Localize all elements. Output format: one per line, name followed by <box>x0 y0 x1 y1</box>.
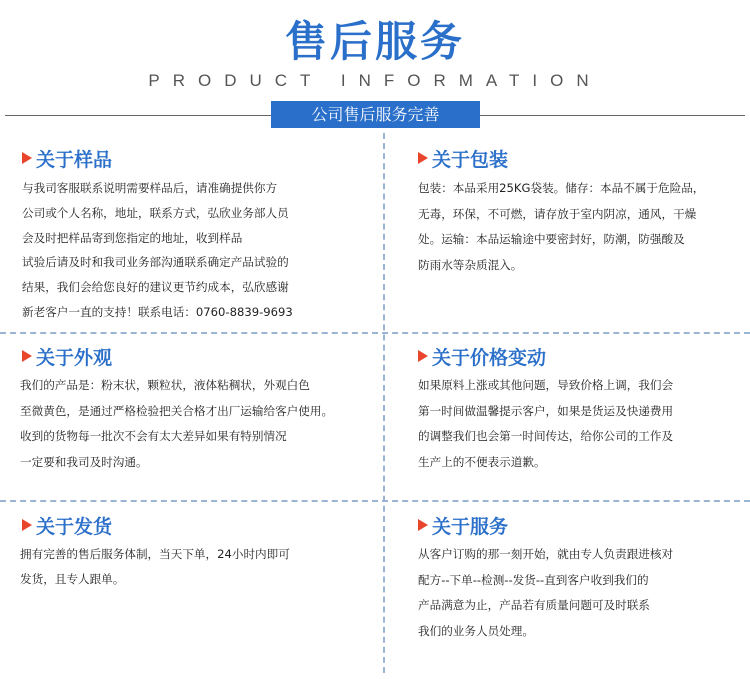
section-price-change <box>418 346 673 475</box>
section-text-line: 包装：本品采用25KG袋装。储存：本品不属于危险品， <box>418 181 705 195</box>
triangle-bullet-icon <box>418 350 428 362</box>
page-title: 售后服务 <box>284 17 465 66</box>
section-heading: 关于外观 <box>22 346 333 370</box>
section-shipping <box>22 515 290 592</box>
section-text-line: 会及时把样品寄到您指定的地址，收到样品 <box>22 230 243 245</box>
section-text-line: 一定要和我司及时沟通。 <box>20 454 148 469</box>
section-text-line: 发货，且专人跟单。 <box>20 572 125 586</box>
section-text-line: 收到的货物每一批次不会有太大差异如果有特别情况 <box>20 429 287 443</box>
column-divider <box>383 133 385 673</box>
triangle-bullet-icon <box>418 519 428 531</box>
section-text-line: 公司或个人名称，地址，联系方式，弘欣业务部人员 <box>22 205 289 220</box>
section-text-line: 从客户订购的那一刻开始，就由专人负责跟进核对 <box>418 547 674 561</box>
section-text-line: 我们的产品是：粉末状，颗粒状，液体粘稠状，外观白色 <box>20 378 310 392</box>
section-heading: 关于发货 <box>22 515 290 539</box>
section-text-line: 产品满意为止，产品若有质量问题可及时联系 <box>418 598 650 612</box>
page-subtitle: PRODUCT INFORMATION <box>148 71 602 90</box>
section-heading: 关于样品 <box>22 148 293 172</box>
section-service <box>418 515 673 644</box>
section-text-line: 试验后请及时和我司业务部沟通联系确定产品试验的 <box>22 255 289 270</box>
section-text-line: 我们的业务人员处理。 <box>418 623 534 638</box>
row-divider-1 <box>0 332 750 334</box>
triangle-bullet-icon <box>418 152 428 164</box>
section-packaging <box>418 148 704 278</box>
section-text-line: 处。运输：本品运输途中要密封好，防潮，防强酸及 <box>418 232 685 246</box>
section-text-line: 与我司客服联系说明需要样品后，请准确提供你方 <box>22 181 278 195</box>
section-text-line: 防雨水等杂质混入。 <box>418 257 523 272</box>
section-text-line: 的调整我们也会第一时间传达，给你公司的工作及 <box>418 429 674 443</box>
section-text-line: 新老客户一直的支持！联系电话：0760-8839-9693 <box>22 304 293 319</box>
triangle-bullet-icon <box>22 350 32 362</box>
section-text-line: 结果，我们会给您良好的建议更节约成本，弘欣感谢 <box>22 280 289 295</box>
section-text-line: 无毒，环保，不可燃，请存放于室内阴凉，通风，干燥 <box>418 206 697 221</box>
section-samples <box>22 148 293 325</box>
section-heading: 关于价格变动 <box>418 346 673 370</box>
triangle-bullet-icon <box>22 519 32 531</box>
row-divider-2 <box>0 500 750 502</box>
section-heading: 关于包装 <box>418 148 704 172</box>
section-text-line: 生产上的不便表示道歉。 <box>418 454 546 469</box>
section-banner: 公司售后服务完善 <box>271 101 480 128</box>
section-text-line: 第一时间做温馨提示客户，如果是货运及快递费用 <box>418 403 674 418</box>
section-text-line: 配方--下单--检测--发货--直到客户收到我们的 <box>418 572 649 587</box>
section-heading: 关于服务 <box>418 515 673 539</box>
triangle-bullet-icon <box>22 152 32 164</box>
section-appearance <box>22 346 333 475</box>
section-text-line: 拥有完善的售后服务体制，当天下单，24小时内即可 <box>20 547 290 561</box>
section-text-line: 至微黄色，是通过严格检验把关合格才出厂运输给客户使用。 <box>20 403 334 418</box>
section-text-line: 如果原料上涨或其他问题，导致价格上调，我们会 <box>418 378 674 392</box>
